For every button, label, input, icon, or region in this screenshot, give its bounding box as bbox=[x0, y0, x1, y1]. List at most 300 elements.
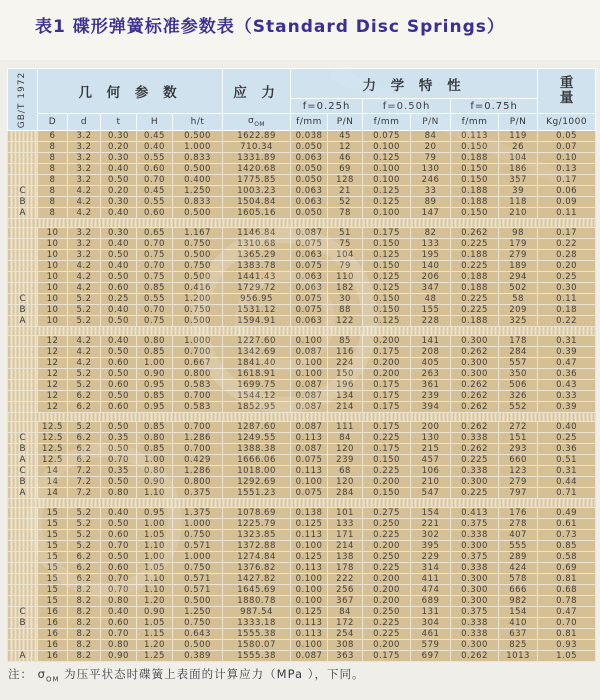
table-row bbox=[8, 629, 596, 640]
table-cell: 1580.07 bbox=[223, 640, 291, 651]
table-cell: 14 bbox=[38, 477, 68, 488]
row-type-label bbox=[8, 640, 38, 651]
table-cell: 1699.75 bbox=[223, 380, 291, 391]
table-cell: 0.125 bbox=[363, 186, 411, 197]
table-cell: 666 bbox=[499, 585, 538, 596]
table-cell: 0.188 bbox=[451, 153, 499, 164]
table-cell: 1013 bbox=[499, 651, 538, 662]
table-cell: 5.2 bbox=[68, 369, 101, 380]
row-type-label: B bbox=[8, 305, 38, 316]
table-cell: 0.100 bbox=[363, 175, 411, 186]
table-row bbox=[8, 197, 596, 208]
row-type-label bbox=[8, 530, 38, 541]
disc-spring-table bbox=[7, 68, 596, 662]
table-cell: 119 bbox=[499, 131, 538, 142]
table-cell: 0.338 bbox=[451, 629, 499, 640]
table-cell: 6.2 bbox=[68, 552, 101, 563]
table-cell: 5.2 bbox=[68, 422, 101, 433]
table-cell: 0.643 bbox=[173, 629, 223, 640]
table-cell: 0.20 bbox=[101, 142, 137, 153]
table-cell: 0.61 bbox=[538, 519, 596, 530]
row-type-label bbox=[8, 358, 38, 369]
table-cell: 3.2 bbox=[68, 250, 101, 261]
table-cell: 1551.23 bbox=[223, 488, 291, 499]
table-cell: 263 bbox=[411, 369, 451, 380]
table-cell: 176 bbox=[499, 508, 538, 519]
table-cell: 0.150 bbox=[451, 142, 499, 153]
table-cell: 45 bbox=[328, 131, 363, 142]
table-cell: 0.60 bbox=[101, 402, 137, 413]
table-cell: 506 bbox=[499, 380, 538, 391]
row-type-label bbox=[8, 153, 38, 164]
table-cell: 0.40 bbox=[101, 508, 137, 519]
table-cell: 0.70 bbox=[137, 175, 173, 186]
table-cell: 361 bbox=[411, 380, 451, 391]
table-cell: 8.2 bbox=[68, 651, 101, 662]
table-cell: 325 bbox=[499, 316, 538, 327]
table-cell: 0.43 bbox=[538, 380, 596, 391]
table-cell: 0.70 bbox=[101, 574, 137, 585]
table-cell: 1666.06 bbox=[223, 455, 291, 466]
table-cell: 12 bbox=[38, 347, 68, 358]
table-cell: 0.47 bbox=[538, 358, 596, 369]
table-cell: 130 bbox=[411, 433, 451, 444]
table-cell: 209 bbox=[499, 305, 538, 316]
table-cell: 78 bbox=[328, 208, 363, 219]
table-cell: 578 bbox=[499, 574, 538, 585]
table-cell: 133 bbox=[411, 239, 451, 250]
table-cell: 0.100 bbox=[291, 477, 328, 488]
table-cell: 140 bbox=[411, 261, 451, 272]
row-type-label bbox=[8, 347, 38, 358]
table-cell: 0.087 bbox=[291, 402, 328, 413]
table-cell: 1.286 bbox=[173, 466, 223, 477]
table-cell: 1.10 bbox=[137, 541, 173, 552]
table-cell: 15 bbox=[38, 530, 68, 541]
header-row-groups bbox=[8, 69, 596, 99]
table-cell: 0.125 bbox=[363, 272, 411, 283]
table-cell: 0.60 bbox=[137, 164, 173, 175]
table-row bbox=[8, 477, 596, 488]
table-cell: 304 bbox=[411, 618, 451, 629]
table-row bbox=[8, 607, 596, 618]
table-cell: 133 bbox=[328, 519, 363, 530]
footnote-sigma-subscript: OM bbox=[45, 675, 60, 684]
table-cell: 0.225 bbox=[451, 239, 499, 250]
table-row bbox=[8, 422, 596, 433]
table-cell: 0.18 bbox=[538, 305, 596, 316]
table-cell: 200 bbox=[411, 422, 451, 433]
row-type-label: A bbox=[8, 316, 38, 327]
table-cell: 0.150 bbox=[363, 294, 411, 305]
table-cell: 106 bbox=[411, 466, 451, 477]
table-cell: 0.225 bbox=[363, 433, 411, 444]
table-cell: 0.125 bbox=[363, 316, 411, 327]
table-cell: 1018.00 bbox=[223, 466, 291, 477]
table-row bbox=[8, 336, 596, 347]
table-cell: 0.28 bbox=[538, 250, 596, 261]
table-cell: 6.2 bbox=[68, 391, 101, 402]
table-cell: 0.500 bbox=[173, 250, 223, 261]
weight-char-1: 重 bbox=[559, 75, 574, 91]
table-cell: 0.063 bbox=[291, 272, 328, 283]
weight-group-header bbox=[538, 69, 596, 114]
table-cell: 0.262 bbox=[451, 380, 499, 391]
table-cell: 0.087 bbox=[291, 422, 328, 433]
table-cell: 0.65 bbox=[137, 228, 173, 239]
table-cell: 141 bbox=[411, 336, 451, 347]
table-cell: 3.2 bbox=[68, 142, 101, 153]
table-row bbox=[8, 519, 596, 530]
table-cell: 3.2 bbox=[68, 164, 101, 175]
row-type-label bbox=[8, 380, 38, 391]
table-cell: 555 bbox=[499, 541, 538, 552]
table-cell: 0.49 bbox=[538, 508, 596, 519]
table-cell: 0.60 bbox=[101, 380, 137, 391]
table-cell: 279 bbox=[499, 250, 538, 261]
weight-char-2: 量 bbox=[559, 90, 574, 106]
table-cell: 0.338 bbox=[451, 530, 499, 541]
table-cell: 10 bbox=[38, 239, 68, 250]
table-cell: 6.2 bbox=[68, 563, 101, 574]
table-cell: 123 bbox=[499, 466, 538, 477]
table-cell: 0.750 bbox=[173, 305, 223, 316]
table-cell: 0.500 bbox=[173, 272, 223, 283]
table-cell: 5.2 bbox=[68, 380, 101, 391]
table-cell: 0.06 bbox=[538, 186, 596, 197]
table-cell: 46 bbox=[328, 153, 363, 164]
page-title: 表1 碟形弹簧标准参数表（Standard Disc Springs） bbox=[35, 17, 505, 37]
table-cell: 0.70 bbox=[101, 629, 137, 640]
table-cell: 552 bbox=[499, 402, 538, 413]
table-cell: 1372.88 bbox=[223, 541, 291, 552]
group-gap-cell bbox=[8, 499, 596, 508]
table-cell: 5.2 bbox=[68, 316, 101, 327]
table-row bbox=[8, 466, 596, 477]
table-cell: 1383.78 bbox=[223, 261, 291, 272]
table-cell: 0.500 bbox=[173, 640, 223, 651]
table-cell: 0.225 bbox=[451, 488, 499, 499]
table-cell: 246 bbox=[411, 175, 451, 186]
table-cell: 88 bbox=[328, 305, 363, 316]
table-cell: 0.20 bbox=[101, 186, 137, 197]
table-cell: 154 bbox=[499, 607, 538, 618]
table-cell: 0.50 bbox=[101, 422, 137, 433]
table-cell: 10 bbox=[38, 294, 68, 305]
table-cell: 697 bbox=[411, 651, 451, 662]
table-cell: 0.60 bbox=[101, 618, 137, 629]
table-cell: 0.075 bbox=[291, 305, 328, 316]
table-cell: 5.2 bbox=[68, 305, 101, 316]
table-cell: 0.075 bbox=[291, 261, 328, 272]
table-cell: 0.33 bbox=[538, 391, 596, 402]
table-cell: 0.113 bbox=[451, 131, 499, 142]
table-cell: 0.500 bbox=[173, 208, 223, 219]
table-cell: 0.571 bbox=[173, 541, 223, 552]
table-cell: 8 bbox=[38, 142, 68, 153]
table-cell: 0.200 bbox=[363, 640, 411, 651]
table-cell: 26 bbox=[499, 142, 538, 153]
table-cell: 0.125 bbox=[363, 153, 411, 164]
table-cell: 7.2 bbox=[68, 488, 101, 499]
table-cell: 15 bbox=[38, 596, 68, 607]
row-type-label bbox=[8, 250, 38, 261]
table-cell: 10 bbox=[38, 305, 68, 316]
table-cell: 0.300 bbox=[451, 358, 499, 369]
row-type-label: A bbox=[8, 651, 38, 662]
row-type-label: B bbox=[8, 477, 38, 488]
table-cell: 0.80 bbox=[101, 640, 137, 651]
table-cell: 0.50 bbox=[101, 316, 137, 327]
table-cell: 196 bbox=[328, 380, 363, 391]
table-cell: 0.389 bbox=[173, 651, 223, 662]
table-cell: 120 bbox=[328, 477, 363, 488]
table-cell: 502 bbox=[499, 283, 538, 294]
table-cell: 0.40 bbox=[101, 305, 137, 316]
table-cell: 0.22 bbox=[538, 239, 596, 250]
table-cell: 0.150 bbox=[363, 239, 411, 250]
table-cell: 15 bbox=[38, 574, 68, 585]
footnote-sigma-symbol: σ bbox=[37, 667, 46, 681]
table-cell: 1003.23 bbox=[223, 186, 291, 197]
table-cell: 33 bbox=[411, 186, 451, 197]
table-cell: 221 bbox=[411, 519, 451, 530]
table-cell: 7.2 bbox=[68, 466, 101, 477]
table-cell: 0.71 bbox=[538, 488, 596, 499]
table-cell: 0.25 bbox=[101, 294, 137, 305]
table-cell: 0.050 bbox=[291, 164, 328, 175]
table-cell: 0.225 bbox=[451, 305, 499, 316]
table-cell: 1.000 bbox=[173, 552, 223, 563]
table-cell: 0.583 bbox=[173, 402, 223, 413]
table-cell: 0.90 bbox=[137, 369, 173, 380]
table-cell: 0.700 bbox=[173, 444, 223, 455]
table-cell: 1.167 bbox=[173, 228, 223, 239]
table-cell: 1729.72 bbox=[223, 283, 291, 294]
table-cell: 1.250 bbox=[173, 186, 223, 197]
table-cell: 208 bbox=[411, 347, 451, 358]
table-cell: 0.70 bbox=[137, 261, 173, 272]
table-cell: 0.10 bbox=[538, 153, 596, 164]
table-cell: 1441.43 bbox=[223, 272, 291, 283]
row-type-label bbox=[8, 585, 38, 596]
table-cell: 8 bbox=[38, 197, 68, 208]
table-cell: 0.125 bbox=[291, 607, 328, 618]
table-cell: 182 bbox=[328, 283, 363, 294]
table-cell: 8 bbox=[38, 208, 68, 219]
table-cell: 0.50 bbox=[101, 272, 137, 283]
table-cell: 3.2 bbox=[68, 228, 101, 239]
row-type-label bbox=[8, 261, 38, 272]
table-row bbox=[8, 563, 596, 574]
table-cell: 104 bbox=[328, 250, 363, 261]
table-cell: 0.60 bbox=[101, 530, 137, 541]
table-cell: 8 bbox=[38, 175, 68, 186]
table-cell: 0.50 bbox=[101, 477, 137, 488]
table-cell: 405 bbox=[411, 358, 451, 369]
table-cell: 8.2 bbox=[68, 596, 101, 607]
table-cell: 51 bbox=[328, 228, 363, 239]
table-cell: 0.100 bbox=[291, 358, 328, 369]
table-cell: 84 bbox=[328, 433, 363, 444]
table-cell: 0.188 bbox=[451, 250, 499, 261]
row-type-label bbox=[8, 336, 38, 347]
table-cell: 0.90 bbox=[101, 651, 137, 662]
table-cell: 987.54 bbox=[223, 607, 291, 618]
table-cell: 206 bbox=[411, 272, 451, 283]
table-cell: 410 bbox=[499, 618, 538, 629]
table-cell: 0.188 bbox=[451, 197, 499, 208]
table-cell: 0.087 bbox=[291, 347, 328, 358]
table-row bbox=[8, 153, 596, 164]
table-cell: 0.200 bbox=[363, 477, 411, 488]
col-header-p1: P/N bbox=[328, 114, 363, 131]
table-cell: 411 bbox=[411, 574, 451, 585]
group-gap bbox=[8, 327, 596, 336]
table-cell: 30 bbox=[328, 294, 363, 305]
table-cell: 394 bbox=[411, 402, 451, 413]
row-type-label bbox=[8, 541, 38, 552]
table-cell: 122 bbox=[328, 316, 363, 327]
row-type-label: C bbox=[8, 607, 38, 618]
col-header-H: H bbox=[137, 114, 173, 131]
table-cell: 0.300 bbox=[451, 596, 499, 607]
table-cell: 0.300 bbox=[451, 585, 499, 596]
table-cell: 195 bbox=[411, 250, 451, 261]
table-cell: 0.063 bbox=[291, 153, 328, 164]
geometry-group-header: 几 何 参 数 bbox=[38, 69, 223, 114]
table-cell: 547 bbox=[411, 488, 451, 499]
table-cell: 1618.91 bbox=[223, 369, 291, 380]
table-cell: 0.125 bbox=[291, 552, 328, 563]
table-cell: 0.80 bbox=[137, 433, 173, 444]
table-cell: 0.113 bbox=[291, 433, 328, 444]
row-type-label bbox=[8, 369, 38, 380]
table-cell: 1.15 bbox=[137, 629, 173, 640]
table-cell: 0.25 bbox=[538, 272, 596, 283]
group-gap-cell bbox=[8, 327, 596, 336]
table-row bbox=[8, 208, 596, 219]
deflection-075h-header: f=0.75h bbox=[451, 99, 538, 114]
table-cell: 4.2 bbox=[68, 358, 101, 369]
table-cell: 0.800 bbox=[173, 477, 223, 488]
row-type-label bbox=[8, 239, 38, 250]
table-cell: 0.80 bbox=[101, 596, 137, 607]
table-cell: 1.000 bbox=[173, 336, 223, 347]
table-cell: 1.20 bbox=[137, 640, 173, 651]
table-cell: 1.25 bbox=[137, 651, 173, 662]
table-cell: 0.100 bbox=[291, 336, 328, 347]
table-cell: 15 bbox=[38, 585, 68, 596]
table-cell: 172 bbox=[328, 618, 363, 629]
table-cell: 120 bbox=[328, 444, 363, 455]
table-cell: 1376.82 bbox=[223, 563, 291, 574]
table-cell: 0.05 bbox=[538, 131, 596, 142]
group-gap bbox=[8, 499, 596, 508]
table-cell: 347 bbox=[411, 283, 451, 294]
table-cell: 1841.40 bbox=[223, 358, 291, 369]
table-cell: 350 bbox=[499, 369, 538, 380]
table-cell: 256 bbox=[328, 585, 363, 596]
table-cell: 0.063 bbox=[291, 197, 328, 208]
table-cell: 982 bbox=[499, 596, 538, 607]
row-type-label bbox=[8, 131, 38, 142]
table-cell: 138 bbox=[328, 552, 363, 563]
table-cell: 0.225 bbox=[451, 455, 499, 466]
table-cell: 6.2 bbox=[68, 574, 101, 585]
table-cell: 8.2 bbox=[68, 629, 101, 640]
table-cell: 0.69 bbox=[538, 563, 596, 574]
table-cell: 0.338 bbox=[451, 563, 499, 574]
table-cell: 308 bbox=[328, 640, 363, 651]
table-cell: 0.250 bbox=[363, 552, 411, 563]
table-cell: 12 bbox=[328, 142, 363, 153]
row-type-label: C bbox=[8, 466, 38, 477]
table-cell: 689 bbox=[411, 596, 451, 607]
table-cell: 10 bbox=[38, 272, 68, 283]
row-type-label: B bbox=[8, 444, 38, 455]
table-cell: 68 bbox=[328, 466, 363, 477]
table-cell: 279 bbox=[499, 477, 538, 488]
footnote-prefix: 注： bbox=[8, 667, 38, 681]
table-cell: 0.262 bbox=[451, 651, 499, 662]
group-gap bbox=[8, 413, 596, 422]
table-row bbox=[8, 380, 596, 391]
table-row bbox=[8, 186, 596, 197]
table-cell: 1287.60 bbox=[223, 422, 291, 433]
table-cell: 12 bbox=[38, 380, 68, 391]
table-row bbox=[8, 444, 596, 455]
table-cell: 0.175 bbox=[363, 228, 411, 239]
table-cell: 179 bbox=[499, 239, 538, 250]
table-cell: 239 bbox=[411, 391, 451, 402]
table-row bbox=[8, 651, 596, 662]
table-cell: 1.05 bbox=[137, 618, 173, 629]
table-cell: 6.2 bbox=[68, 433, 101, 444]
table-cell: 0.44 bbox=[538, 477, 596, 488]
table-cell: 395 bbox=[411, 541, 451, 552]
table-cell: 84 bbox=[411, 131, 451, 142]
table-row bbox=[8, 596, 596, 607]
table-cell: 0.063 bbox=[291, 186, 328, 197]
row-type-label bbox=[8, 391, 38, 402]
table-cell: 12 bbox=[38, 402, 68, 413]
table-row bbox=[8, 358, 596, 369]
table-cell: 130 bbox=[411, 164, 451, 175]
table-cell: 0.40 bbox=[101, 239, 137, 250]
table-cell: 0.750 bbox=[173, 530, 223, 541]
table-cell: 0.225 bbox=[363, 530, 411, 541]
table-cell: 15 bbox=[38, 563, 68, 574]
table-row bbox=[8, 541, 596, 552]
table-cell: 4.2 bbox=[68, 283, 101, 294]
table-cell: 0.050 bbox=[291, 142, 328, 153]
table-cell: 0.700 bbox=[173, 422, 223, 433]
table-cell: 5.2 bbox=[68, 508, 101, 519]
table-cell: 84 bbox=[328, 607, 363, 618]
table-cell: 1544.12 bbox=[223, 391, 291, 402]
table-cell: 1331.89 bbox=[223, 153, 291, 164]
table-cell: 10 bbox=[38, 228, 68, 239]
table-cell: 0.700 bbox=[173, 347, 223, 358]
table-cell: 0.300 bbox=[451, 369, 499, 380]
table-cell: 0.17 bbox=[538, 228, 596, 239]
table-cell: 0.75 bbox=[137, 250, 173, 261]
table-cell: 1.375 bbox=[173, 508, 223, 519]
table-cell: 5.2 bbox=[68, 530, 101, 541]
table-cell: 0.60 bbox=[137, 208, 173, 219]
table-cell: 128 bbox=[328, 175, 363, 186]
